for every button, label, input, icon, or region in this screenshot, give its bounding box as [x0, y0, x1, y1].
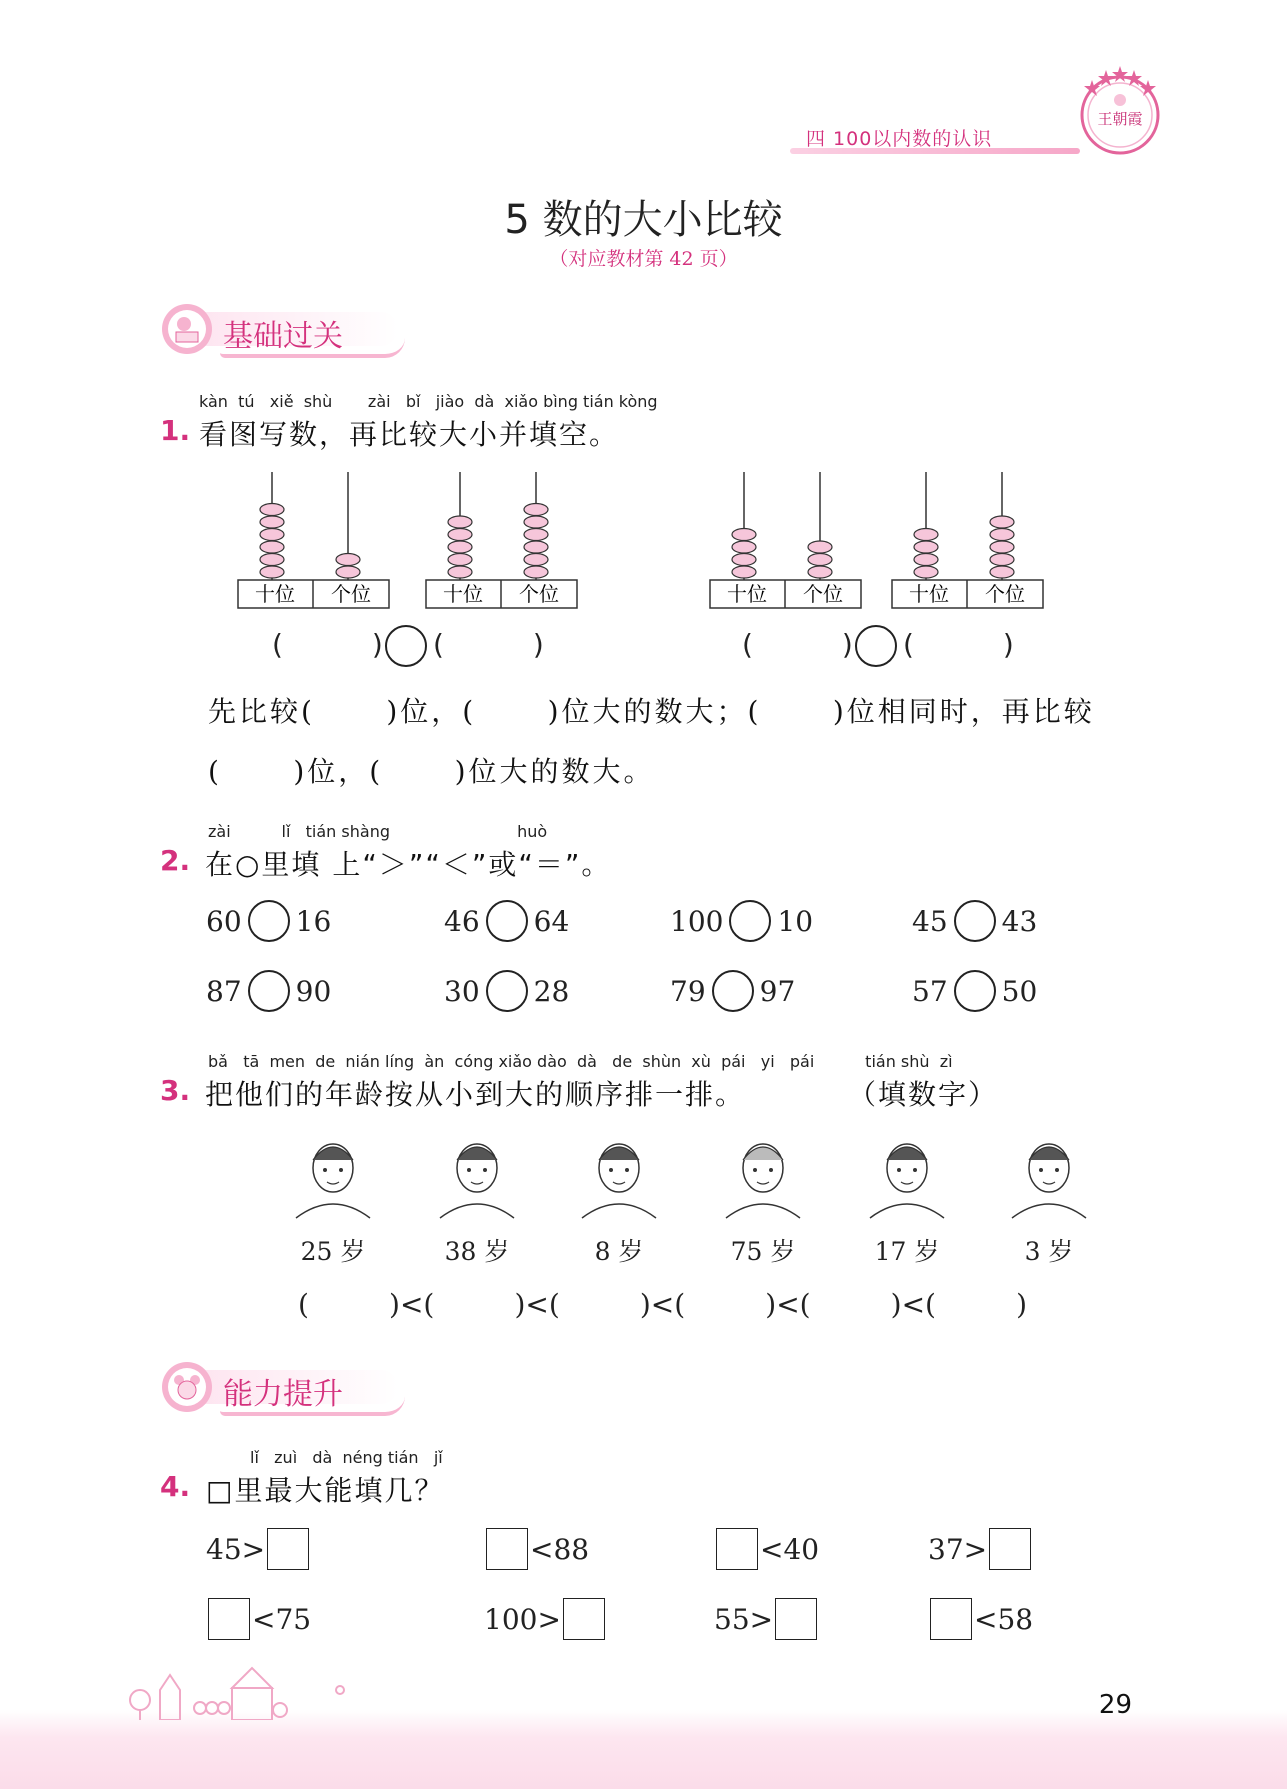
- q1-compare-circle-2[interactable]: [855, 625, 897, 667]
- q4-inequality-item: [484, 1528, 589, 1570]
- q3-age-label: 75 岁: [730, 1237, 796, 1266]
- q2-left-number: 57: [912, 974, 948, 1008]
- abacus-4-bead-tens: [914, 529, 938, 541]
- q2-right-number: 28: [533, 974, 570, 1008]
- abacus-2-bead-tens: [448, 529, 472, 541]
- q2-comparison-item: [206, 970, 331, 1012]
- q4-answer-box[interactable]: [930, 1598, 972, 1640]
- q2-comparison-item: [670, 900, 813, 942]
- abacus-3-ones-label: 个位: [803, 582, 843, 606]
- abacus-2-tens-label: 十位: [443, 582, 483, 606]
- q2-right-number: 50: [1001, 974, 1038, 1008]
- lesson-title: 5 数的大小比较: [504, 197, 783, 243]
- page-number: 29: [1098, 1690, 1132, 1720]
- abacus-4-bead-ones: [990, 554, 1014, 566]
- q2-left-number: 100: [670, 904, 724, 938]
- abacus-2-ones-label: 个位: [519, 582, 559, 606]
- q1-number: 1.: [160, 414, 191, 447]
- abacus-1-bead-ones: [336, 566, 360, 578]
- person-portrait-icon: [862, 1130, 952, 1220]
- q2-right-number: 64: [533, 904, 570, 938]
- q4-right-expression: <58: [974, 1602, 1034, 1636]
- q4-answer-box[interactable]: [716, 1528, 758, 1570]
- q2-answer-circle[interactable]: [954, 970, 996, 1012]
- q2-right-number: 43: [1001, 904, 1038, 938]
- q2-left-number: 30: [444, 974, 480, 1008]
- q4-right-expression: <40: [760, 1532, 820, 1566]
- abacus-3-bead-ones: [808, 554, 832, 566]
- q4-left-expression: 45>: [206, 1532, 266, 1566]
- abacus-1: [236, 470, 391, 610]
- abacus-2-bead-ones: [524, 566, 548, 578]
- section-title-advanced: 能力提升: [223, 1377, 343, 1412]
- q2-answer-circle[interactable]: [486, 900, 528, 942]
- q2-answer-circle[interactable]: [248, 900, 290, 942]
- q2-comparison-item: [670, 970, 795, 1012]
- q3-pinyin: bǎ tā men de nián líng àn cóng xiǎo dào dà de shùn xù pái yi pái tián shù zì: [208, 1052, 953, 1071]
- person-portrait-icon: [718, 1130, 808, 1220]
- q4-inequality-item: [206, 1598, 311, 1640]
- abacus-4-bead-ones: [990, 516, 1014, 528]
- q3-text-suffix: （填数字）: [848, 1078, 999, 1111]
- abacus-1-bead-tens: [260, 529, 284, 541]
- q4-pinyin: lǐ zuì dà néng tián jǐ: [250, 1448, 443, 1467]
- q2-left-number: 46: [444, 904, 480, 938]
- q4-answer-box[interactable]: [486, 1528, 528, 1570]
- abacus-2-bead-tens: [448, 566, 472, 578]
- q4-answer-box[interactable]: [989, 1528, 1031, 1570]
- abacus-4-ones-label: 个位: [985, 582, 1025, 606]
- q3-number: 3.: [160, 1074, 191, 1107]
- q4-left-expression: 100>: [484, 1602, 561, 1636]
- abacus-2-bead-tens: [448, 541, 472, 553]
- abacus-4-bead-ones: [990, 566, 1014, 578]
- q3-order-line[interactable]: ( )<( )<( )<( )<( )<( ): [298, 1288, 1028, 1321]
- q1-compare-circle-1[interactable]: [385, 625, 427, 667]
- q1-fill-line-1[interactable]: 先比较( )位，( )位大的数大；( )位相同时，再比较: [208, 695, 1095, 728]
- q3-age-label: 3 岁: [1024, 1237, 1074, 1266]
- abacus-2-bead-ones: [524, 504, 548, 516]
- q1-blank-a[interactable]: ( ): [272, 628, 383, 661]
- q4-inequality-item: [714, 1528, 819, 1570]
- q4-answer-box[interactable]: [563, 1598, 605, 1640]
- q2-right-number: 16: [295, 904, 332, 938]
- abacus-3-bead-tens: [732, 529, 756, 541]
- q1-blank-c[interactable]: ( ): [742, 628, 853, 661]
- q1-blank-b[interactable]: ( ): [433, 628, 544, 661]
- q2-left-number: 45: [912, 904, 948, 938]
- q3-age-label: 17 岁: [874, 1237, 940, 1266]
- q2-right-number: 10: [777, 904, 814, 938]
- abacus-3-bead-ones: [808, 541, 832, 553]
- q2-answer-circle[interactable]: [954, 900, 996, 942]
- abacus-3-bead-tens: [732, 554, 756, 566]
- q1-fill-line-2[interactable]: ( )位，( )位大的数大。: [208, 755, 655, 788]
- q2-comparison-item: [444, 970, 569, 1012]
- person-portrait-icon: [574, 1130, 664, 1220]
- q3-text: 把他们的年龄按从小到大的顺序排一排。: [205, 1078, 746, 1111]
- abacus-2: [424, 470, 579, 610]
- q2-comparison-item: [206, 900, 331, 942]
- q2-comparison-item: [912, 900, 1037, 942]
- q3-age-label: 38 岁: [444, 1237, 510, 1266]
- abacus-2-bead-ones: [524, 516, 548, 528]
- section-banner-basic: [160, 302, 410, 356]
- q2-text: 在○里填 上“＞”“＜”或“＝”。: [205, 848, 612, 881]
- abacus-4-bead-tens: [914, 566, 938, 578]
- abacus-4-tens-label: 十位: [909, 582, 949, 606]
- q4-right-expression: <75: [252, 1602, 312, 1636]
- abacus-2-bead-tens: [448, 554, 472, 566]
- q4-left-expression: 37>: [928, 1532, 988, 1566]
- town-illustration-icon: [120, 1660, 420, 1720]
- q4-inequality-item: [928, 1598, 1033, 1640]
- abacus-1-ones-label: 个位: [331, 582, 371, 606]
- abacus-2-bead-ones: [524, 541, 548, 553]
- abacus-1-bead-tens: [260, 566, 284, 578]
- abacus-4-bead-tens: [914, 554, 938, 566]
- abacus-4-bead-ones: [990, 529, 1014, 541]
- q2-number: 2.: [160, 844, 191, 877]
- abacus-1-bead-tens: [260, 541, 284, 553]
- abacus-2-bead-ones: [524, 554, 548, 566]
- abacus-4-bead-ones: [990, 541, 1014, 553]
- q4-inequality-item: [928, 1528, 1033, 1570]
- q2-comparison-item: [444, 900, 569, 942]
- q2-answer-circle[interactable]: [729, 900, 771, 942]
- q2-answer-circle[interactable]: [712, 970, 754, 1012]
- q1-text: 看图写数，再比较大小并填空。: [199, 418, 620, 451]
- person-portrait-icon: [1004, 1130, 1094, 1220]
- abacus-1-bead-tens: [260, 516, 284, 528]
- q2-right-number: 90: [295, 974, 332, 1008]
- q1-pinyin: kàn tú xiě shù zài bǐ jiào dà xiǎo bìng tián kòng: [199, 392, 658, 411]
- abacus-1-bead-ones: [336, 554, 360, 566]
- q4-left-expression: 55>: [714, 1602, 774, 1636]
- abacus-2-bead-ones: [524, 529, 548, 541]
- brand-badge-icon: [1070, 60, 1170, 160]
- person-portrait-icon: [288, 1130, 378, 1220]
- abacus-1-tens-label: 十位: [255, 582, 295, 606]
- section-banner-advanced: [160, 1360, 410, 1414]
- q2-comparison-item: [912, 970, 1037, 1012]
- q4-inequality-item: [484, 1598, 607, 1640]
- chapter-label: 四 100以内数的认识: [806, 128, 993, 150]
- abacus-1-bead-tens: [260, 504, 284, 516]
- abacus-3-bead-tens: [732, 541, 756, 553]
- badge-text: 王朝霞: [1097, 110, 1143, 128]
- abacus-3-bead-tens: [732, 566, 756, 578]
- abacus-3-tens-label: 十位: [727, 582, 767, 606]
- abacus-3-bead-ones: [808, 566, 832, 578]
- lesson-subtitle: （对应教材第 42 页）: [549, 248, 738, 270]
- person-portrait-icon: [432, 1130, 522, 1220]
- q1-blank-d[interactable]: ( ): [903, 628, 1014, 661]
- q2-left-number: 79: [670, 974, 706, 1008]
- q2-left-number: 87: [206, 974, 242, 1008]
- footer-band: [0, 1710, 1287, 1789]
- section-title-basic: 基础过关: [223, 319, 343, 354]
- abacus-3: [708, 470, 863, 610]
- bear-icon: [160, 1360, 214, 1414]
- abacus-4: [890, 470, 1045, 610]
- q2-right-number: 97: [759, 974, 796, 1008]
- q2-answer-circle[interactable]: [486, 970, 528, 1012]
- q4-inequality-item: [714, 1598, 819, 1640]
- abacus-2-bead-tens: [448, 516, 472, 528]
- q4-text: □里最大能填几？: [206, 1474, 445, 1507]
- q2-left-number: 60: [206, 904, 242, 938]
- q4-right-expression: <88: [530, 1532, 590, 1566]
- abacus-4-bead-tens: [914, 541, 938, 553]
- q2-pinyin: zài lǐ tián shàng huò: [208, 822, 548, 841]
- q3-age-label: 8 岁: [594, 1237, 644, 1266]
- q4-number: 4.: [160, 1470, 191, 1503]
- girl-reading-icon: [160, 302, 214, 356]
- q4-answer-box[interactable]: [267, 1528, 309, 1570]
- q4-answer-box[interactable]: [208, 1598, 250, 1640]
- q4-answer-box[interactable]: [775, 1598, 817, 1640]
- q4-inequality-item: [206, 1528, 311, 1570]
- q2-answer-circle[interactable]: [248, 970, 290, 1012]
- abacus-1-bead-tens: [260, 554, 284, 566]
- q3-age-label: 25 岁: [300, 1237, 366, 1266]
